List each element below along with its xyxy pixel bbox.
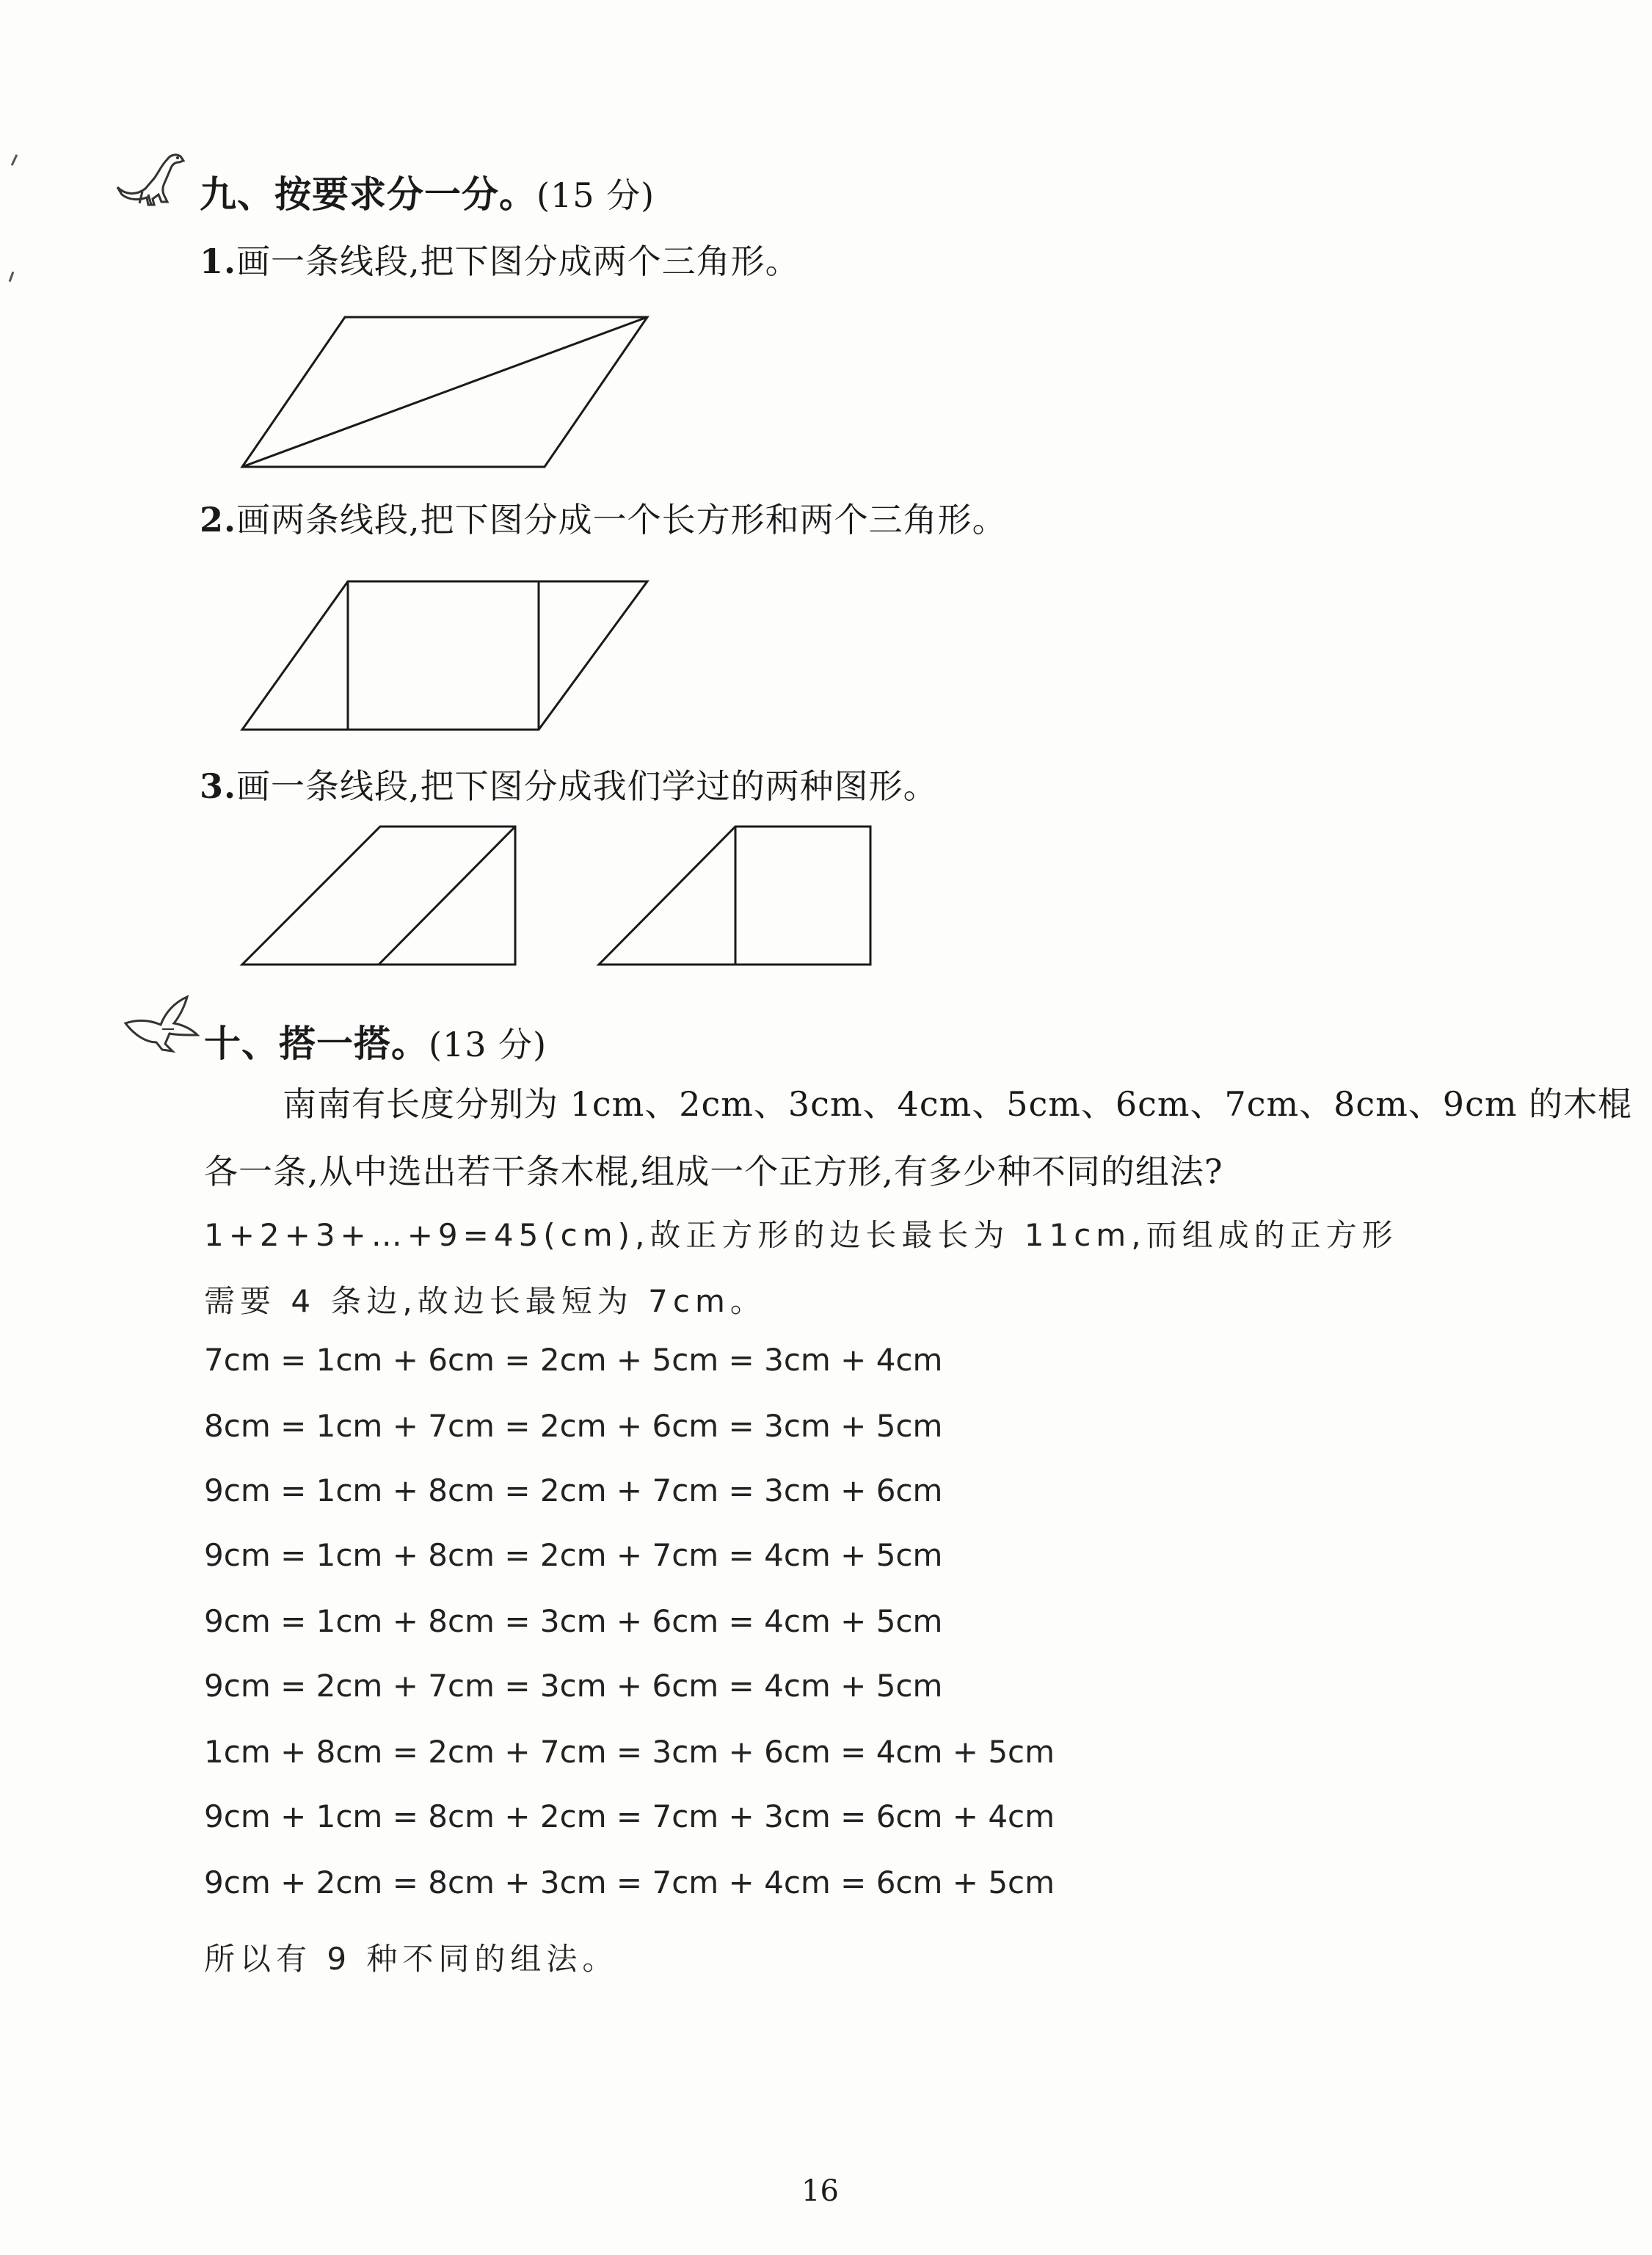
equation-3: 9cm = 1cm + 8cm = 2cm + 7cm = 3cm + 6cm	[204, 1473, 943, 1508]
answer-line-1: 1+2+3+…+9=45(cm),故正方形的边长最长为 11cm,而组成的正方形	[204, 1217, 1398, 1253]
equation-5: 9cm = 1cm + 8cm = 3cm + 6cm = 4cm + 5cm	[204, 1603, 943, 1639]
question-2-text: 画两条线段,把下图分成一个长方形和两个三角形。	[236, 500, 1007, 540]
section9-score: (15 分)	[536, 175, 655, 215]
problem-line-2: 各一条,从中选出若干条木棍,组成一个正方形,有多少种不同的组法?	[204, 1152, 1223, 1191]
section10-title	[204, 1014, 547, 1067]
page-number: 16	[801, 2174, 839, 2208]
equation-1: 7cm = 1cm + 6cm = 2cm + 5cm = 3cm + 4cm	[204, 1342, 943, 1378]
bird-icon	[121, 991, 202, 1057]
equation-6: 9cm = 2cm + 7cm = 3cm + 6cm = 4cm + 5cm	[204, 1668, 943, 1704]
answer-line-2: 需要 4 条边,故边长最短为 7cm。	[204, 1283, 766, 1319]
equation-9: 9cm + 2cm = 8cm + 3cm = 7cm + 4cm = 6cm + 5cm	[204, 1864, 1055, 1900]
question-1-number: 1.	[200, 242, 237, 281]
equation-7: 1cm + 8cm = 2cm + 7cm = 3cm + 6cm = 4cm + 5cm	[204, 1734, 1055, 1770]
question-2-number: 2.	[200, 500, 237, 540]
section10-score: (13 分)	[429, 1025, 547, 1064]
section9-title-text: 九、按要求分一分。	[200, 173, 536, 216]
parallelogram-outline	[242, 581, 647, 730]
split-line	[379, 827, 515, 965]
problem-line-1: 南南有长度分别为 1cm、2cm、3cm、4cm、5cm、6cm、7cm、8cm、9cm 的木棍	[283, 1084, 1633, 1124]
parallelogram-figure-1	[242, 317, 647, 467]
diagonal-line	[242, 317, 647, 467]
section10-title-text: 十、搭一搭。	[204, 1023, 429, 1065]
trapezoid-figure-a	[242, 827, 515, 965]
question-3-number: 3.	[200, 766, 237, 806]
equation-8: 9cm + 1cm = 8cm + 2cm = 7cm + 3cm = 6cm + 4cm	[204, 1798, 1055, 1834]
question-1-text: 画一条线段,把下图分成两个三角形。	[236, 242, 800, 281]
conclusion: 所以有 9 种不同的组法。	[204, 1941, 619, 1977]
parallelogram-figure-2	[242, 581, 647, 730]
trapezoid-outline	[242, 827, 515, 965]
trapezoid-figure-b	[599, 827, 870, 965]
question-3-text: 画一条线段,把下图分成我们学过的两种图形。	[236, 766, 938, 806]
equation-2: 8cm = 1cm + 7cm = 2cm + 6cm = 3cm + 5cm	[204, 1408, 943, 1444]
equation-4: 9cm = 1cm + 8cm = 2cm + 7cm = 4cm + 5cm	[204, 1537, 943, 1573]
